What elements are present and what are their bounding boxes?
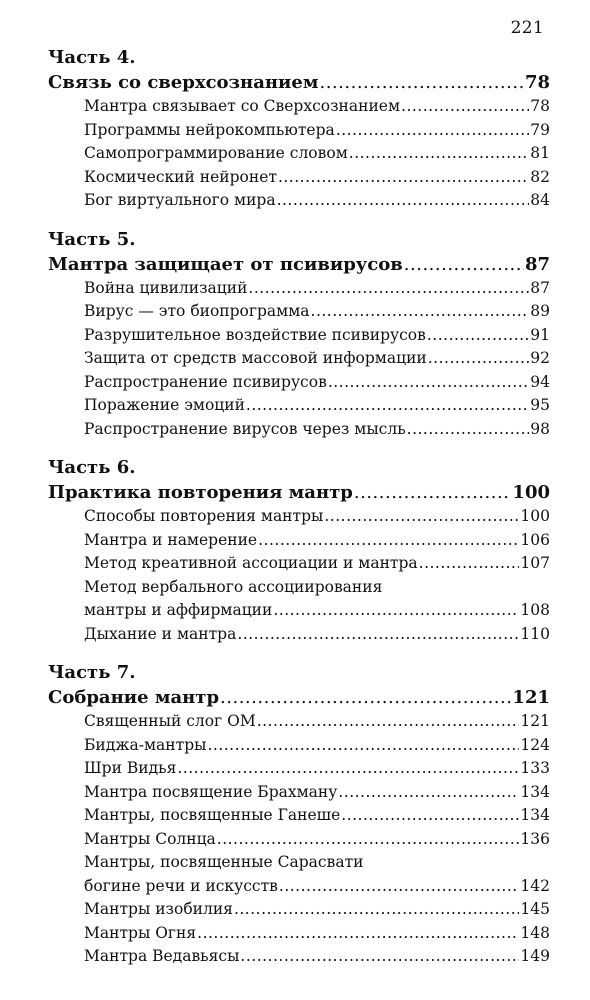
dot-leader	[246, 394, 529, 418]
toc-entry[interactable]	[48, 95, 550, 119]
part-label: Часть 5.	[48, 228, 136, 250]
page-ref: 134	[520, 782, 550, 801]
dot-leader	[324, 505, 519, 529]
table-of-contents	[48, 46, 550, 984]
part-label: Часть 6.	[48, 457, 136, 478]
toc-entry[interactable]	[48, 898, 550, 922]
dot-leader	[258, 529, 519, 553]
entry-title: Вирус — это биопрограмма	[84, 302, 310, 320]
page-ref: 108	[520, 601, 550, 619]
entry-title-line1[interactable]: Мантры, посвященные Сарасвати	[84, 853, 364, 871]
page-ref: 142	[520, 876, 550, 895]
dot-leader	[279, 875, 520, 899]
page-ref: 84	[530, 191, 550, 209]
dot-leader	[341, 804, 519, 828]
dot-leader	[177, 757, 519, 781]
dot-leader	[207, 734, 519, 758]
toc-entry[interactable]	[48, 945, 550, 969]
toc-entry[interactable]	[48, 142, 550, 166]
dot-leader	[328, 371, 529, 395]
entry-title: Мантры изобилия	[84, 900, 233, 918]
dot-leader	[407, 418, 530, 442]
part-title: Мантра защищает от псивирусов	[48, 253, 403, 275]
entry-title: Распространение вирусов через мысль	[84, 419, 406, 438]
entry-title: богине речи и искусств	[84, 876, 278, 895]
page-ref: 100	[520, 507, 550, 525]
toc-entry[interactable]	[48, 300, 550, 324]
entry-title-line1[interactable]: Метод вербального ассоциирования	[84, 577, 383, 596]
toc-entry[interactable]	[48, 189, 550, 213]
page-ref: 87	[530, 278, 550, 297]
dot-leader	[404, 252, 524, 277]
entry-title: мантры и аффирмации	[84, 601, 273, 619]
page-ref: 133	[520, 759, 550, 777]
dot-leader	[237, 623, 519, 647]
entry-title: Мантра посвящение Брахману	[84, 782, 338, 801]
entry-title: Мантра Ведавьясы	[84, 947, 240, 965]
toc-entry[interactable]	[48, 347, 550, 371]
part-title-row[interactable]	[48, 252, 550, 277]
entry-title: Распространение псивирусов	[84, 372, 327, 391]
dot-leader	[240, 945, 519, 969]
dot-leader	[217, 828, 520, 852]
entry-title: Космический нейронет	[84, 167, 277, 186]
entry-title: Разрушительное воздействие псивирусов	[84, 325, 426, 344]
page-ref: 145	[520, 900, 550, 918]
toc-entry[interactable]	[48, 529, 550, 553]
entry-title: Священный слог ОМ	[84, 712, 256, 730]
dot-leader	[273, 599, 519, 623]
page-ref: 134	[520, 806, 550, 824]
toc-entry[interactable]	[48, 599, 550, 623]
page-ref: 87	[524, 253, 550, 275]
page-ref: 121	[520, 712, 550, 730]
page-ref: 89	[530, 302, 550, 320]
page-ref: 106	[520, 530, 550, 549]
toc-part-7	[48, 661, 550, 969]
entry-title: Биджа-мантры	[84, 735, 207, 754]
toc-entry[interactable]	[48, 552, 550, 576]
page-ref: 98	[530, 419, 550, 438]
page-ref: 81	[530, 144, 550, 162]
page-ref: 121	[512, 687, 550, 708]
page-ref: 82	[530, 167, 550, 186]
entry-title: Самопрограммирование словом	[84, 144, 348, 162]
page-ref: 149	[520, 947, 550, 965]
dot-leader	[277, 189, 530, 213]
page-ref: 110	[520, 624, 550, 643]
dot-leader	[257, 710, 520, 734]
toc-part-6	[48, 456, 550, 646]
page-ref: 78	[530, 97, 550, 115]
toc-entry[interactable]	[48, 734, 550, 758]
entry-title: Шри Видья	[84, 759, 177, 777]
dot-leader	[336, 119, 529, 143]
part-title: Практика повторения мантр	[48, 482, 353, 503]
toc-entry[interactable]	[48, 710, 550, 734]
toc-entry[interactable]	[48, 166, 550, 190]
dot-leader	[349, 142, 530, 166]
dot-leader	[427, 324, 529, 348]
part-title-row[interactable]	[48, 480, 550, 505]
page-ref: 94	[530, 372, 550, 391]
dot-leader	[428, 347, 530, 371]
part-label: Часть 4.	[48, 47, 136, 68]
entry-title: Мантра связывает со Сверхсознанием	[84, 97, 401, 115]
entry-title: Способы повторения мантры	[84, 507, 324, 525]
toc-entry[interactable]	[48, 371, 550, 395]
toc-entry[interactable]	[48, 828, 550, 852]
entry-title: Мантра и намерение	[84, 530, 258, 549]
dot-leader	[197, 922, 519, 946]
dot-leader	[338, 781, 519, 805]
entry-title: Мантры Солнца	[84, 829, 216, 848]
toc-entry[interactable]	[48, 324, 550, 348]
toc-entry[interactable]	[48, 418, 550, 442]
page-ref: 79	[530, 120, 550, 139]
toc-entry[interactable]	[48, 119, 550, 143]
dot-leader	[354, 480, 512, 505]
dot-leader	[278, 166, 529, 190]
entry-title: Война цивилизаций	[84, 278, 248, 297]
entry-title: Дыхание и мантра	[84, 624, 237, 643]
page-ref: 95	[530, 396, 550, 414]
toc-entry[interactable]	[48, 277, 550, 301]
dot-leader	[319, 70, 523, 95]
entry-title: Бог виртуального мира	[84, 191, 276, 209]
entry-title: Метод креативной ассоциации и мантра	[84, 554, 418, 572]
dot-leader	[220, 685, 511, 710]
part-label: Часть 7.	[48, 662, 136, 683]
page-ref: 100	[512, 482, 550, 503]
dot-leader	[311, 300, 530, 324]
toc-entry[interactable]	[48, 505, 550, 529]
page-ref: 91	[530, 325, 550, 344]
entry-title: Мантры, посвященные Ганеше	[84, 806, 341, 824]
toc-entry[interactable]	[48, 922, 550, 946]
page-ref: 78	[524, 72, 550, 93]
page-ref: 148	[520, 923, 550, 942]
entry-title: Защита от средств массовой информации	[84, 349, 427, 367]
toc-entry[interactable]	[48, 394, 550, 418]
part-title: Собрание мантр	[48, 687, 220, 708]
page-ref: 107	[520, 554, 550, 572]
entry-title: Поражение эмоций	[84, 396, 245, 414]
dot-leader	[401, 95, 529, 119]
page-ref: 124	[520, 735, 550, 754]
dot-leader	[248, 277, 529, 301]
part-title: Связь со сверхсознанием	[48, 72, 319, 93]
dot-leader	[234, 898, 519, 922]
entry-title: Мантры Огня	[84, 923, 197, 942]
toc-entry[interactable]	[48, 875, 550, 899]
page-ref: 92	[530, 349, 550, 367]
toc-entry[interactable]	[48, 623, 550, 647]
toc-part-5	[48, 228, 550, 442]
part-title-row[interactable]	[48, 70, 550, 95]
entry-title: Программы нейрокомпьютера	[84, 120, 335, 139]
toc-entry[interactable]	[48, 781, 550, 805]
page-ref: 136	[520, 829, 550, 848]
toc-entry[interactable]	[48, 804, 550, 828]
page-number: 221	[510, 18, 544, 38]
toc-entry[interactable]	[48, 757, 550, 781]
dot-leader	[419, 552, 520, 576]
toc-part-4	[48, 46, 550, 213]
part-title-row[interactable]	[48, 685, 550, 710]
